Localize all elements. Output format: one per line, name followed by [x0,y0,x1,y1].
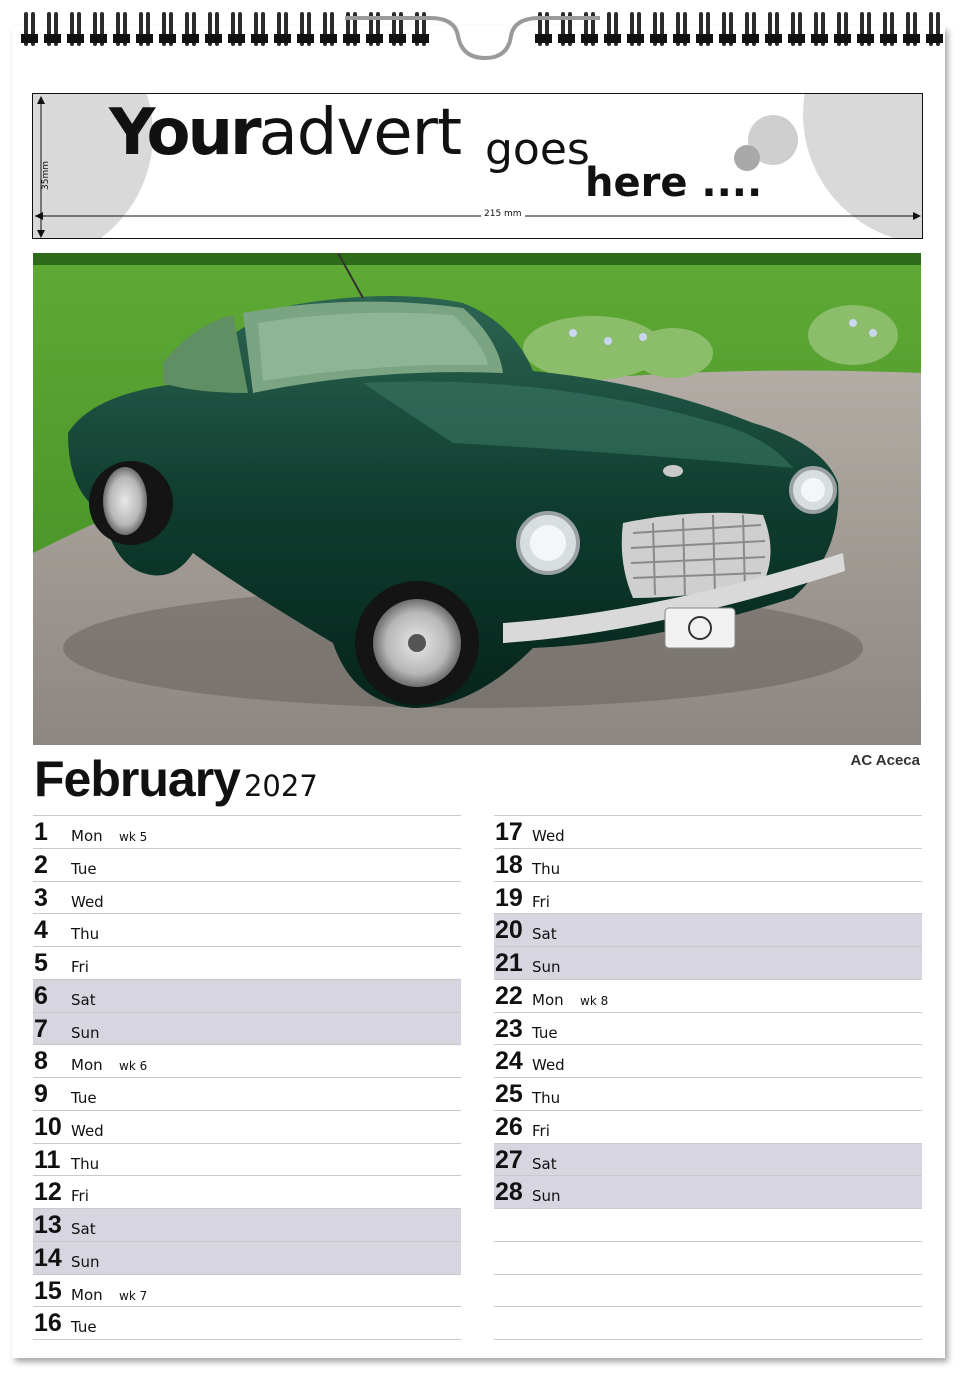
day-row [494,881,922,914]
day-row [494,1012,922,1045]
week-number: wk 7 [119,1288,148,1303]
weekday-name: Sun [532,1187,561,1206]
day-row [33,1175,461,1208]
day-number: 5 [34,949,48,977]
day-number: 24 [495,1047,523,1076]
day-number: 28 [495,1178,523,1207]
day-number: 15 [34,1276,62,1305]
weekday-name: Thu [532,859,561,878]
advert-height-label: 35mm [41,161,51,190]
day-row [33,1274,461,1307]
advert-headline [109,98,461,168]
day-number: 17 [495,818,523,846]
wire-binding [0,0,961,70]
day-number: 12 [34,1178,62,1207]
day-number: 9 [34,1080,48,1108]
column-bottom-rule [33,1339,461,1340]
day-number: 6 [34,981,48,1010]
empty-row [494,1241,922,1274]
day-number: 8 [34,1047,48,1076]
day-row [33,1044,461,1077]
weekday-name: Tue [71,1089,97,1107]
day-number: 23 [495,1014,523,1043]
day-number: 19 [495,883,523,912]
weekday-name: Mon [71,1056,103,1075]
week-number: wk 8 [580,993,609,1008]
weekday-name: Fri [532,1121,550,1140]
weekday-name: Wed [532,827,565,845]
day-row [33,848,461,881]
day-row [33,1208,461,1241]
car-photo [33,253,921,745]
day-row [33,946,461,979]
day-number: 1 [34,818,48,846]
advert-word-advert: advert [258,96,462,170]
weekday-name: Fri [532,892,550,911]
day-row [33,1077,461,1110]
weekday-name: Tue [532,1023,558,1042]
weekday-name: Wed [532,1056,565,1075]
weekday-name: Sat [532,1154,557,1173]
day-number: 20 [495,916,523,945]
advert-word-goes: goes [485,124,590,175]
day-number: 7 [34,1014,48,1043]
weekday-name: Wed [71,892,104,911]
weekday-name: Sun [71,1252,100,1271]
day-number: 13 [34,1211,62,1239]
weekday-name: Tue [71,859,97,878]
day-number: 3 [34,883,48,912]
empty-row [494,1306,922,1339]
day-row [33,1306,461,1339]
weekday-name: Mon [71,827,103,845]
weekday-name: Mon [71,1285,103,1304]
day-row [33,1143,461,1176]
day-row [494,1175,922,1208]
column-bottom-rule [494,1339,922,1340]
day-row [494,979,922,1012]
weekday-name: Sat [71,1220,96,1238]
day-number: 25 [495,1080,523,1108]
day-row [494,1044,922,1077]
month-name: February [34,751,240,807]
day-number: 2 [34,850,48,879]
day-row [494,913,922,946]
photo-caption: AC Aceca [850,752,920,769]
day-row [33,1012,461,1045]
day-row [494,815,922,848]
weekday-name: Thu [71,925,100,944]
day-row [33,979,461,1012]
week-number: wk 5 [119,830,148,844]
week-number: wk 6 [119,1059,148,1074]
day-number: 11 [34,1145,61,1174]
day-row [494,1110,922,1143]
month-title [34,750,318,808]
days-column-right [494,815,922,1340]
day-row [33,913,461,946]
day-number: 16 [34,1309,62,1338]
empty-row [494,1208,922,1241]
weekday-name: Sat [71,990,96,1009]
empty-row [494,1274,922,1307]
weekday-name: Thu [532,1089,561,1107]
day-number: 22 [495,981,523,1010]
weekday-name: Fri [71,958,89,976]
weekday-name: Mon [532,990,564,1009]
weekday-name: Sat [532,925,557,944]
day-row [494,1143,922,1176]
weekday-name: Tue [71,1318,97,1337]
day-number: 26 [495,1112,523,1141]
advert-word-your: Your [109,96,259,170]
day-row [494,848,922,881]
weekday-name: Fri [71,1187,89,1206]
weekday-name: Sun [71,1023,100,1042]
weekday-name: Wed [71,1121,104,1140]
year-label: 2027 [243,769,318,803]
day-number: 18 [495,850,523,879]
advert-width-label: 215 mm [481,209,525,219]
day-row [33,815,461,848]
day-number: 14 [34,1243,62,1272]
advert-word-here: here .... [585,160,763,206]
day-row [494,946,922,979]
day-number: 21 [495,949,523,977]
day-row [33,881,461,914]
weekday-name: Thu [71,1154,100,1173]
day-row [33,1110,461,1143]
advert-box [32,93,923,239]
day-number: 4 [34,916,48,945]
weekday-name: Sun [532,958,561,976]
day-number: 10 [34,1112,62,1141]
day-row [33,1241,461,1274]
days-column-left [33,815,461,1340]
day-row [494,1077,922,1110]
day-number: 27 [495,1145,523,1174]
